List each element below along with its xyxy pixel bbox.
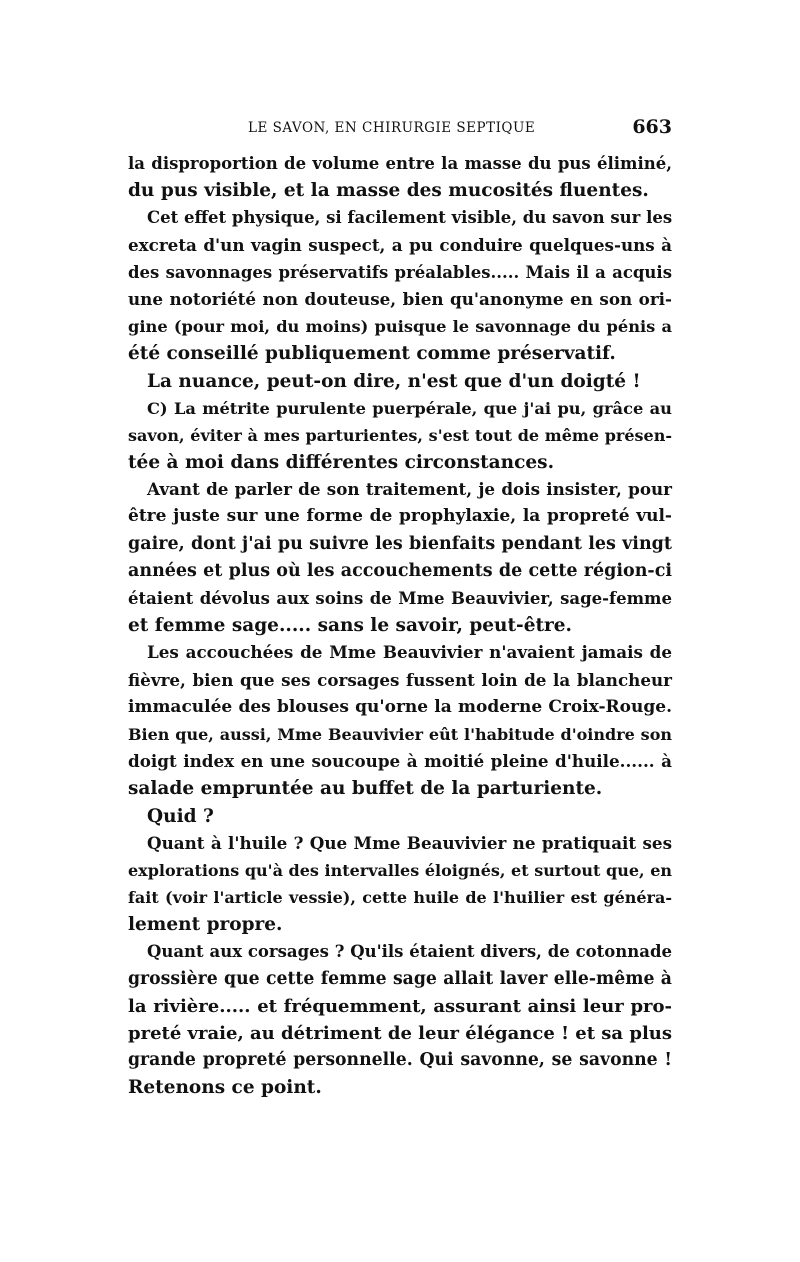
text-line: fait (voir l'article vessie), cette huile de l'huilier est généra-: [128, 888, 672, 908]
text-line: Avant de parler de son traitement, je dois insister, pour: [147, 479, 672, 500]
text-line: Quid ?: [147, 805, 214, 827]
text-line: Retenons ce point.: [128, 1077, 322, 1099]
text-line: la rivière..... et fréquemment, assurant ainsi leur pro-: [128, 995, 672, 1017]
text-line: étaient dévolus aux soins de Mme Beauvivier, sage-femme: [128, 589, 672, 608]
text-line: savon, éviter à mes parturientes, s'est tout de même présen-: [128, 425, 672, 445]
text-line: été conseillé publiquement comme préservatif.: [128, 343, 616, 365]
page-header: [128, 116, 672, 140]
text-line: excreta d'un vagin suspect, a pu conduire quelques-uns à: [128, 234, 672, 255]
text-line: doigt index en une soucoupe à moitié pleine d'huile...... à: [128, 751, 672, 772]
text-line: lement propre.: [128, 914, 283, 936]
text-line: être juste sur une forme de prophylaxie, la propreté vul-: [128, 506, 672, 527]
text-line: tée à moi dans différentes circonstances.: [128, 452, 555, 474]
text-line: fièvre, bien que ses corsages fussent loin de la blancheur: [128, 669, 672, 690]
text-line: grande propreté personnelle. Qui savonne, se savonne !: [128, 1050, 672, 1071]
text-line: Bien que, aussi, Mme Beauvivier eût l'habitude d'oindre son: [128, 724, 672, 744]
text-line: explorations qu'à des intervalles éloignés, et surtout que, en: [128, 860, 672, 880]
text-line: gine (pour moi, du moins) puisque le savonnage du pénis a: [128, 317, 672, 337]
text-line: des savonnages préservatifs préalables..... Mais il a acquis: [128, 262, 672, 282]
text-line: du pus visible, et la masse des mucosités fluentes.: [128, 180, 649, 202]
text-line: la disproportion de volume entre la masse du pus éliminé,: [128, 154, 672, 173]
text-line: et femme sage..... sans le savoir, peut-être.: [128, 615, 572, 637]
text-line: Quant à l'huile ? Que Mme Beauvivier ne pratiquait ses: [147, 832, 672, 853]
page-number: 663: [632, 116, 672, 138]
text-line: une notoriété non douteuse, bien qu'anonyme en son ori-: [128, 288, 672, 309]
text-line: C) La métrite purulente puerpérale, que j'ai pu, grâce au: [147, 398, 672, 418]
text-line: grossière que cette femme sage allait laver elle-même à: [128, 968, 672, 989]
text-line: années et plus où les accouchements de cette région-ci: [128, 560, 672, 581]
text-line: immaculée des blouses qu'orne la moderne Croix-Rouge.: [128, 696, 672, 717]
text-line: preté vraie, au détriment de leur élégance ! et sa plus: [128, 1023, 672, 1044]
page-body: [128, 150, 672, 1102]
text-line: gaire, dont j'ai pu suivre les bienfaits pendant les vingt: [128, 533, 672, 554]
text-line: Quant aux corsages ? Qu'ils étaient divers, de cotonnade: [147, 942, 672, 962]
text-line: salade empruntée au buffet de la parturiente.: [128, 778, 603, 800]
text-line: La nuance, peut-on dire, n'est que d'un doigté !: [147, 370, 641, 392]
running-title: LE SAVON, EN CHIRURGIE SEPTIQUE: [248, 120, 536, 136]
text-line: Les accouchées de Mme Beauvivier n'avaient jamais de: [147, 642, 672, 663]
text-line: Cet effet physique, si facilement visible, du savon sur les: [147, 208, 673, 228]
